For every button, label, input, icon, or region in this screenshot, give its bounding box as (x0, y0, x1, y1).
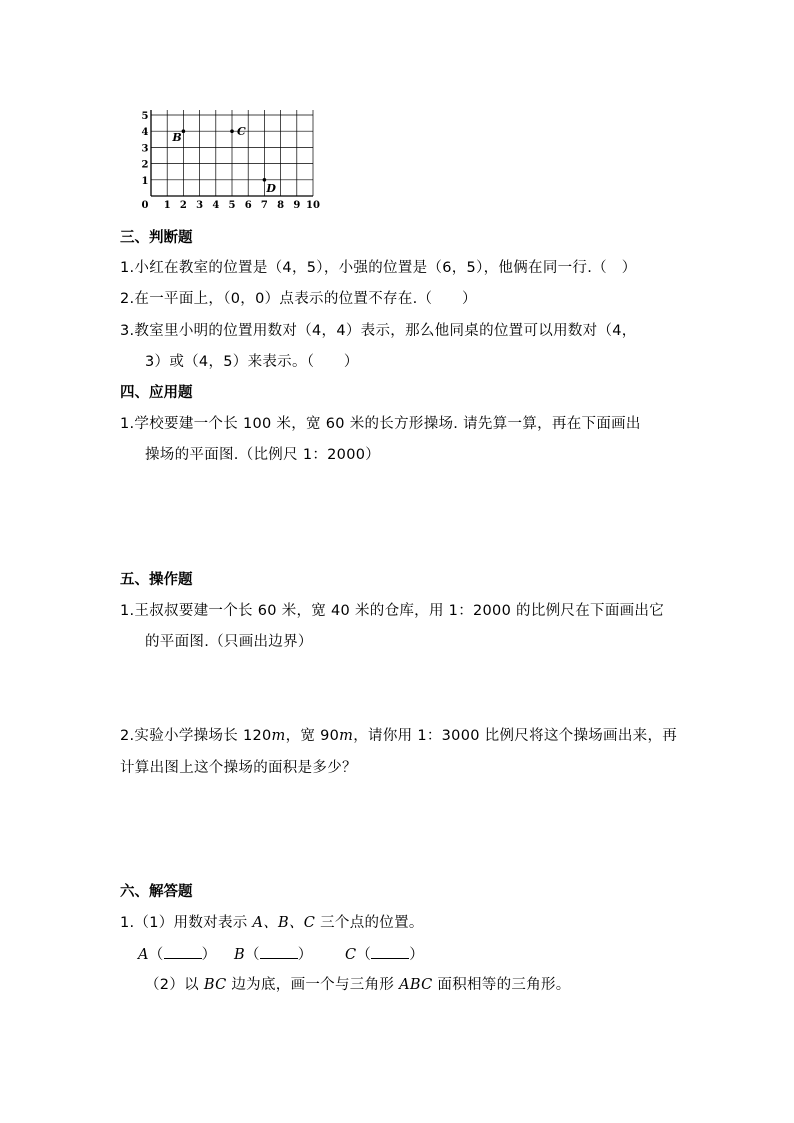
x-tick-label: 5 (228, 200, 236, 211)
part2-prefix: （2）以 (145, 977, 204, 993)
x-tick-label: 4 (212, 200, 220, 211)
part1-prefix: 1.（1）用数对表示 (120, 915, 253, 931)
q2-text-c: ，请你用 1：3000 比例尺将这个操场画出来，再 (353, 728, 678, 744)
x-tick-label: 0 (141, 200, 149, 211)
section-5-title: 五、操作题 (120, 572, 193, 588)
point-b-paren-close: ） (297, 947, 313, 963)
point-c-label: C (237, 125, 246, 139)
section-4-title: 四、应用题 (120, 385, 193, 401)
q2-text-a: 2.实验小学操场长 120 (120, 728, 272, 744)
point-a-answer (138, 944, 216, 965)
coordinate-grid (130, 100, 330, 212)
point-b-answer (234, 944, 313, 965)
judge-question-3-line-1: 3.教室里小明的位置用数对（4，4）表示，那么他同桌的位置可以用数对（4， (120, 323, 637, 339)
q2-unit-meter-2: m (339, 728, 354, 744)
q2-unit-meter-1: m (271, 728, 286, 744)
point-c-label: C (345, 947, 357, 963)
x-tick-label: 9 (293, 200, 301, 211)
x-tick-label: 6 (244, 200, 252, 211)
x-tick-label: 2 (179, 200, 187, 211)
point-a-label: A (138, 947, 149, 963)
part1-letters: A、B、C (252, 915, 316, 931)
x-tick-label: 1 (163, 200, 171, 211)
part2-suffix: 面积相等的三角形。 (432, 977, 571, 993)
point-b-label: B (234, 947, 245, 963)
point-c-paren-open: （ (356, 947, 372, 963)
judge-question-2: 2.在一平面上，（0，0）点表示的位置不存在.（ ） (120, 291, 477, 307)
judge-question-3-line-2: 3）或（4，5）来表示。（ ） (145, 354, 359, 370)
answer-question-1-part-2 (145, 975, 571, 995)
answer-question-1-part-1 (120, 913, 424, 933)
judge-question-1: 1.小红在教室的位置是（4，5），小强的位置是（6，5），他俩在同一行.（ ） (120, 260, 637, 276)
y-tick-label: 4 (141, 127, 149, 139)
point-b-marker (182, 129, 186, 133)
y-tick-label: 3 (141, 143, 149, 155)
grid-points (171, 125, 276, 195)
point-b-paren-open: （ (244, 947, 260, 963)
application-question-1-line-1: 1.学校要建一个长 100 米，宽 60 米的长方形操场. 请先算一算，再在下面画出 (120, 416, 641, 432)
section-3-title: 三、判断题 (120, 230, 193, 246)
q2-text-b: ，宽 90 (285, 728, 340, 744)
part2-triangle: ABC (399, 977, 433, 993)
part1-suffix: 三个点的位置。 (315, 915, 424, 931)
part2-base: BC (203, 977, 227, 993)
point-c-marker (230, 129, 234, 133)
point-b-label: B (172, 131, 182, 145)
operation-question-1-line-2: 的平面图.（只画出边界） (145, 634, 313, 650)
point-c-answer (345, 944, 424, 965)
x-tick-label: 10 (306, 200, 320, 211)
operation-question-1-line-1: 1.王叔叔要建一个长 60 米，宽 40 米的仓库，用 1：2000 的比例尺在下面画出它 (120, 603, 665, 619)
point-b-blank[interactable] (260, 944, 298, 959)
y-tick-label: 1 (141, 175, 149, 187)
point-a-blank[interactable] (164, 944, 202, 959)
y-tick-label: 5 (141, 111, 149, 122)
point-c-paren-close: ） (409, 947, 425, 963)
x-tick-label: 8 (277, 200, 285, 211)
x-tick-label: 7 (260, 200, 268, 211)
y-tick-label: 2 (141, 159, 149, 171)
x-tick-label: 3 (196, 200, 204, 211)
operation-question-2-line-1 (120, 726, 677, 746)
point-c-blank[interactable] (371, 944, 409, 959)
section-6-title: 六、解答题 (120, 884, 193, 900)
point-a-paren-open: （ (148, 947, 164, 963)
grid-lines (151, 110, 313, 196)
application-question-1-line-2: 操场的平面图.（比例尺 1：2000） (145, 447, 381, 463)
point-d-label: D (266, 181, 276, 195)
point-a-paren-close: ） (201, 947, 217, 963)
operation-question-2-line-2: 计算出图上这个操场的面积是多少？ (120, 760, 357, 776)
part2-mid: 边为底，画一个与三角形 (226, 977, 400, 993)
